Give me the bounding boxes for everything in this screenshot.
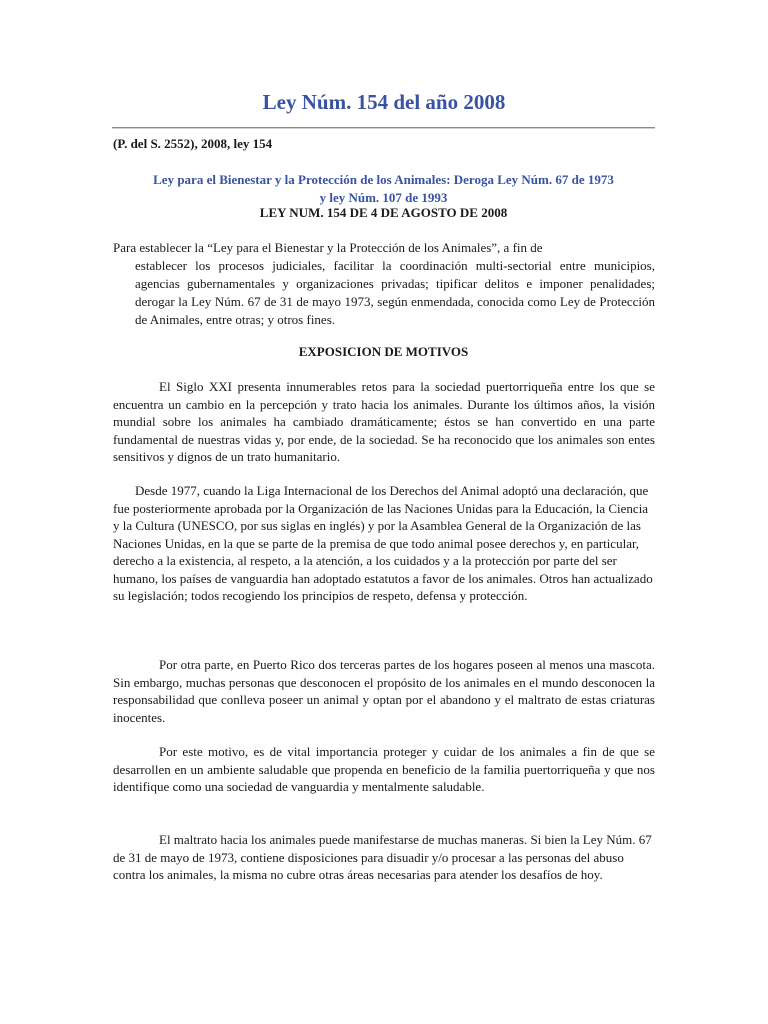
paragraph-2: Desde 1977, cuando la Liga Internacional de los Derechos del Animal adoptó una declaración, que fue posteriormente aprobada por la Organización de las Naciones Unidas para la Educación, la Ciencia y la Cultura (UNESCO, por sus siglas en inglés) y por la Asamblea General de la Organización de las Naciones Unidas, en la que se parte de la premisa de que todo animal posee derechos y, en particular, derecho a la existencia, al respeto, a la atención, a los cuidados y a la protección por parte del ser humano, los países de vanguardia han adoptado estatutos a favor de los animales. Otros han actualizado su legislación; todos recogiendo los principios de respeto, defensa y protección. bbox=[113, 483, 653, 603]
paragraph-3: Por otra parte, en Puerto Rico dos terceras partes de los hogares poseen al menos una mascota. Sin embargo, muchas personas que desconocen el propósito de los animales en el mundo desconocen la responsabilidad que conlleva poseer un animal y optan por el abandono y el maltrato de estas criaturas inocentes. bbox=[113, 657, 655, 725]
law-title-line-2: y ley Núm. 107 de 1993 bbox=[319, 189, 448, 205]
law-title bbox=[112, 171, 655, 206]
preamble-continuation: establecer los procesos judiciales, facilitar la coordinación multi-sectorial entre municipios, agencias gubernamentales y organizaciones privadas; tipificar delitos e imponer penalidades; derogar la Ley Núm. 67 de 31 de mayo 1973, según enmendada, conocida como Ley de Protección de Animales, entre otras; y otros fines. bbox=[135, 258, 655, 327]
section-title: EXPOSICION DE MOTIVOS bbox=[298, 344, 469, 359]
law-number: LEY NUM. 154 DE 4 DE AGOSTO DE 2008 bbox=[259, 205, 508, 220]
title-divider bbox=[112, 127, 655, 129]
preamble-first-line: Para establecer la “Ley para el Bienestar y la Protección de los Animales”, a fin de bbox=[113, 240, 543, 255]
law-title-line-1: Ley para el Bienestar y la Protección de los Animales: Deroga Ley Núm. 67 de 1973 bbox=[153, 172, 614, 187]
bill-reference: (P. del S. 2552), 2008, ley 154 bbox=[113, 136, 273, 151]
paragraph-5: El maltrato hacia los animales puede manifestarse de muchas maneras. Si bien la Ley Núm. 67 de 31 de mayo de 1973, contiene disposiciones para disuadir y/o procesar a las personas del abuso contra los animales, la misma no cubre otras áreas necesarias para atender los desafíos de hoy. bbox=[113, 832, 652, 882]
preamble bbox=[113, 239, 655, 329]
document-title: Ley Núm. 154 del año 2008 bbox=[262, 90, 506, 114]
paragraph-1: El Siglo XXI presenta innumerables retos para la sociedad puertorriqueña entre los que se encuentra un cambio en la percepción y trato hacia los animales. Durante los últimos años, la visión mundial sobre los animales ha cambiado dramáticamente; éstos se han convertido en una parte fundamental de nuestras vidas y, por ende, de la sociedad. Se ha reconocido que los animales son entes sensitivos y dignos de un trato humanitario. bbox=[113, 379, 655, 464]
paragraph-4: Por este motivo, es de vital importancia proteger y cuidar de los animales a fin de que se desarrollen en un ambiente saludable que propenda en beneficio de la familia puertorriqueña y que nos identifique como una sociedad de vanguardia y mentalmente saludable. bbox=[113, 744, 655, 794]
